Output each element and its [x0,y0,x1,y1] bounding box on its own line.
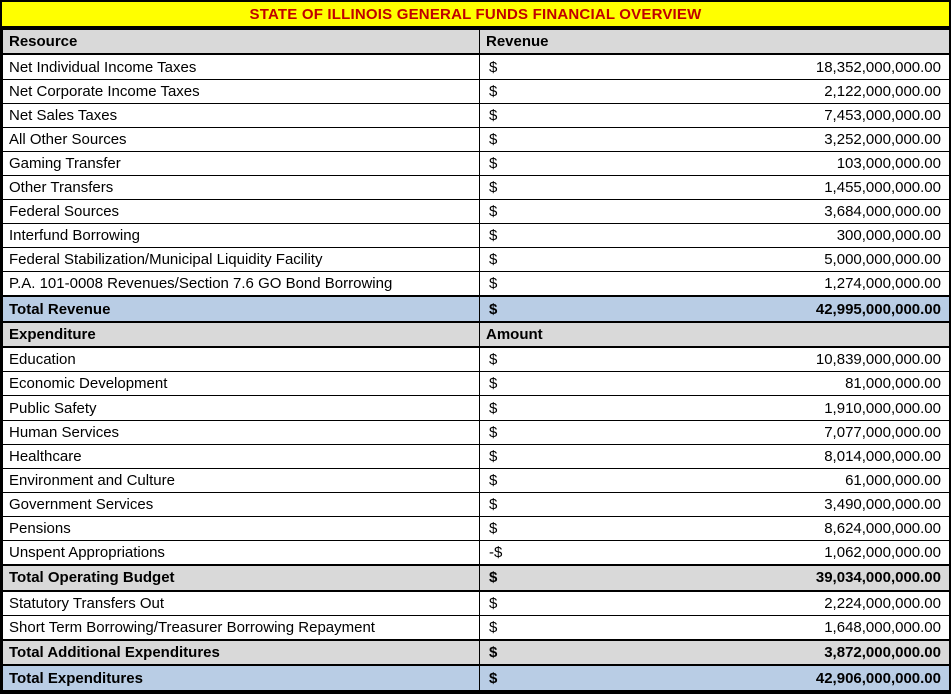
amount-value: 61,000,000.00 [845,471,941,489]
row-label: Environment and Culture [3,468,480,492]
amount-wrap [480,670,949,687]
amount-wrap [480,544,949,561]
amount-cell [480,272,950,297]
amount-value: 300,000,000.00 [836,227,941,245]
row-label: Federal Sources [3,199,480,223]
currency-symbol: $ [489,154,498,172]
currency-symbol: $ [489,375,498,393]
amount-value: 8,624,000,000.00 [824,519,941,537]
amount-wrap [480,520,949,537]
table-row [3,224,950,248]
amount-value: 1,062,000,000.00 [824,543,941,561]
amount-wrap [480,472,949,489]
amount-wrap [480,301,949,318]
currency-symbol: $ [489,251,498,269]
table-row [3,591,950,616]
amount-wrap [480,644,949,661]
row-label: Education [3,347,480,372]
amount-cell [480,420,950,444]
table-row [3,127,950,151]
amount-cell [480,248,950,272]
table-row [3,296,950,321]
table-row [3,248,950,272]
amount-value: 1,648,000,000.00 [824,618,941,636]
currency-symbol: $ [489,594,498,612]
row-label: Total Expenditures [3,665,480,691]
table-row [3,372,950,396]
currency-symbol: $ [489,227,498,245]
amount-cell [480,665,950,691]
amount-cell [480,224,950,248]
amount-value: 18,352,000,000.00 [815,58,941,76]
section-header-row-revenue [3,29,950,54]
amount-cell [480,296,950,321]
row-label: P.A. 101-0008 Revenues/Section 7.6 GO Bond Borrowing [3,272,480,297]
table-row [3,540,950,565]
currency-symbol: $ [489,58,498,76]
row-label: Total Additional Expenditures [3,640,480,665]
currency-symbol: $ [489,519,498,537]
table-row [3,492,950,516]
currency-symbol: $ [489,447,498,465]
currency-symbol: $ [489,202,498,220]
amount-wrap [480,400,949,417]
amount-wrap [480,496,949,513]
section-header-revenue-col2: Revenue [480,29,950,54]
amount-cell [480,444,950,468]
section-header-expenditure-col1: Expenditure [3,322,480,347]
amount-wrap [480,107,949,124]
amount-value: 81,000,000.00 [845,375,941,393]
row-label: Other Transfers [3,175,480,199]
row-label: Unspent Appropriations [3,540,480,565]
row-label: Federal Stabilization/Municipal Liquidity Facility [3,248,480,272]
table-row [3,468,950,492]
amount-wrap [480,59,949,76]
amount-wrap [480,619,949,636]
amount-wrap [480,83,949,100]
amount-value: 3,252,000,000.00 [824,130,941,148]
row-label: Public Safety [3,396,480,420]
section-header-row-expenditure [3,322,950,347]
table-row [3,79,950,103]
currency-symbol: $ [489,423,498,441]
amount-wrap [480,251,949,268]
table-row [3,420,950,444]
amount-value: 5,000,000,000.00 [824,251,941,269]
row-label: Economic Development [3,372,480,396]
row-label: Gaming Transfer [3,151,480,175]
currency-symbol: $ [489,569,498,587]
currency-symbol: $ [489,644,498,662]
amount-cell [480,347,950,372]
amount-value: 3,684,000,000.00 [824,202,941,220]
amount-value: 3,872,000,000.00 [824,644,941,662]
row-label: Net Sales Taxes [3,103,480,127]
amount-value: 7,077,000,000.00 [824,423,941,441]
table-row [3,272,950,297]
currency-symbol: -$ [489,543,503,561]
currency-symbol: $ [489,618,498,636]
row-label: Net Individual Income Taxes [3,54,480,79]
amount-wrap [480,131,949,148]
amount-cell [480,103,950,127]
amount-value: 7,453,000,000.00 [824,106,941,124]
amount-wrap [480,424,949,441]
currency-symbol: $ [489,130,498,148]
currency-symbol: $ [489,471,498,489]
row-label: Total Revenue [3,296,480,321]
amount-value: 2,122,000,000.00 [824,82,941,100]
row-label: Healthcare [3,444,480,468]
currency-symbol: $ [489,399,498,417]
row-label: All Other Sources [3,127,480,151]
table-row [3,665,950,691]
amount-cell [480,540,950,565]
amount-cell [480,591,950,616]
amount-wrap [480,203,949,220]
currency-symbol: $ [489,178,498,196]
table-row [3,54,950,79]
amount-wrap [480,179,949,196]
row-label: Statutory Transfers Out [3,591,480,616]
table-row [3,640,950,665]
amount-wrap [480,275,949,292]
amount-wrap [480,595,949,612]
currency-symbol: $ [489,669,498,687]
amount-cell [480,640,950,665]
amount-value: 10,839,000,000.00 [815,351,941,369]
table-row [3,175,950,199]
section-header-revenue-col1: Resource [3,29,480,54]
currency-symbol: $ [489,82,498,100]
row-label: Total Operating Budget [3,565,480,590]
amount-cell [480,516,950,540]
amount-value: 8,014,000,000.00 [824,447,941,465]
amount-wrap [480,569,949,586]
amount-wrap [480,227,949,244]
row-label: Human Services [3,420,480,444]
currency-symbol: $ [489,351,498,369]
table-row [3,516,950,540]
amount-cell [480,615,950,640]
amount-value: 42,995,000,000.00 [815,300,941,318]
amount-value: 39,034,000,000.00 [815,569,941,587]
table-row [3,347,950,372]
amount-cell [480,79,950,103]
row-label: Interfund Borrowing [3,224,480,248]
table-row [3,103,950,127]
financial-table [2,28,950,692]
amount-wrap [480,375,949,392]
currency-symbol: $ [489,495,498,513]
amount-cell [480,127,950,151]
amount-wrap [480,448,949,465]
currency-symbol: $ [489,106,498,124]
amount-cell [480,199,950,223]
amount-cell [480,565,950,590]
amount-cell [480,54,950,79]
currency-symbol: $ [489,300,498,318]
table-row [3,565,950,590]
amount-value: 2,224,000,000.00 [824,594,941,612]
page-title: STATE OF ILLINOIS GENERAL FUNDS FINANCIAL OVERVIEW [2,2,949,28]
row-label: Government Services [3,492,480,516]
amount-value: 1,455,000,000.00 [824,178,941,196]
amount-cell [480,151,950,175]
amount-value: 42,906,000,000.00 [815,669,941,687]
amount-cell [480,372,950,396]
amount-cell [480,468,950,492]
amount-cell [480,396,950,420]
table-row [3,199,950,223]
amount-value: 1,274,000,000.00 [824,275,941,293]
row-label: Net Corporate Income Taxes [3,79,480,103]
amount-wrap [480,351,949,368]
row-label: Short Term Borrowing/Treasurer Borrowing Repayment [3,615,480,640]
amount-value: 3,490,000,000.00 [824,495,941,513]
table-row [3,396,950,420]
section-header-expenditure-col2: Amount [480,322,950,347]
table-row [3,444,950,468]
amount-wrap [480,155,949,172]
amount-cell [480,175,950,199]
amount-value: 1,910,000,000.00 [824,399,941,417]
amount-cell [480,492,950,516]
row-label: Pensions [3,516,480,540]
amount-value: 103,000,000.00 [836,154,941,172]
table-row [3,151,950,175]
currency-symbol: $ [489,275,498,293]
table-row [3,615,950,640]
